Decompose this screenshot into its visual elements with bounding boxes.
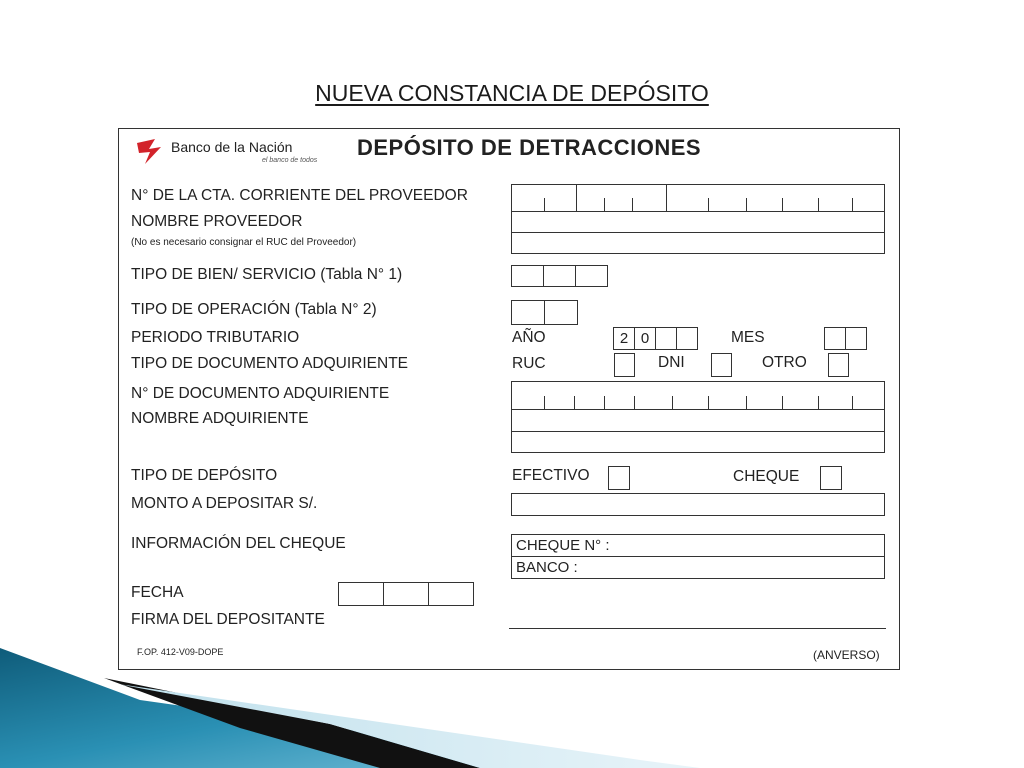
fecha-cell[interactable] [338, 582, 384, 606]
label-tipo-operacion: TIPO DE OPERACIÓN (Tabla N° 2) [131, 301, 377, 318]
label-nombre-proveedor: NOMBRE PROVEEDOR [131, 213, 303, 230]
slide-decoration [0, 640, 1024, 768]
anio-cell[interactable] [634, 327, 656, 350]
label-fecha: FECHA [131, 584, 184, 601]
deposit-form [118, 128, 900, 670]
slide-title: NUEVA CONSTANCIA DE DEPÓSITO [315, 80, 709, 106]
label-tipo-deposito: TIPO DE DEPÓSITO [131, 467, 278, 484]
label-cta-corriente: N° DE LA CTA. CORRIENTE DEL PROVEEDOR [131, 187, 468, 204]
efectivo-checkbox[interactable] [608, 466, 630, 490]
label-ruc-note: (No es necesario consignar el RUC del Proveedor) [131, 237, 357, 248]
mes-cell[interactable] [824, 327, 846, 350]
tipo-operacion-cell[interactable] [544, 300, 578, 325]
label-nombre-adquiriente: NOMBRE ADQUIRIENTE [131, 410, 309, 427]
label-anio: AÑO [512, 329, 546, 346]
label-ruc: RUC [512, 355, 546, 372]
anio-cell[interactable] [655, 327, 677, 350]
bank-name: Banco de la Nación [171, 139, 293, 155]
anio-cell[interactable] [676, 327, 698, 350]
signature-line[interactable] [509, 628, 886, 629]
tipo-bien-cell[interactable] [575, 265, 608, 287]
label-efectivo: EFECTIVO [512, 467, 590, 484]
dni-checkbox[interactable] [711, 353, 732, 377]
form-side-label: (ANVERSO) [813, 648, 880, 662]
form-code: F.OP. 412-V09-DOPE [137, 647, 224, 657]
bank-logo-icon [135, 137, 169, 165]
fecha-cell[interactable] [428, 582, 474, 606]
label-dni: DNI [658, 354, 685, 371]
label-tipo-documento: TIPO DE DOCUMENTO ADQUIRIENTE [131, 355, 409, 372]
label-firma: FIRMA DEL DEPOSITANTE [131, 611, 325, 628]
account-name-box [511, 184, 885, 254]
otro-checkbox[interactable] [828, 353, 849, 377]
label-info-cheque: INFORMACIÓN DEL CHEQUE [131, 535, 346, 552]
anio-digit: 2 [619, 330, 629, 347]
monto-field[interactable] [511, 493, 885, 516]
tipo-bien-cell[interactable] [543, 265, 576, 287]
fecha-cell[interactable] [383, 582, 429, 606]
label-mes: MES [731, 329, 765, 346]
bank-tagline: el banco de todos [262, 157, 318, 164]
label-monto: MONTO A DEPOSITAR S/. [131, 495, 318, 512]
cheque-num-label: CHEQUE N° : [516, 537, 610, 554]
cheque-checkbox[interactable] [820, 466, 842, 490]
cheque-info-box[interactable] [511, 534, 885, 579]
anio-digit: 0 [640, 330, 650, 347]
label-periodo: PERIODO TRIBUTARIO [131, 329, 300, 346]
label-tipo-bien: TIPO DE BIEN/ SERVICIO (Tabla N° 1) [131, 266, 403, 283]
tipo-operacion-cell[interactable] [511, 300, 545, 325]
anio-cell[interactable] [613, 327, 635, 350]
label-cheque: CHEQUE [733, 468, 800, 485]
mes-cell[interactable] [845, 327, 867, 350]
ruc-checkbox[interactable] [614, 353, 635, 377]
tipo-bien-cell[interactable] [511, 265, 544, 287]
banco-label: BANCO : [516, 559, 578, 576]
form-title: DEPÓSITO DE DETRACCIONES [357, 135, 702, 160]
label-num-documento: N° DE DOCUMENTO ADQUIRIENTE [131, 385, 390, 402]
label-otro: OTRO [762, 354, 807, 371]
document-name-box [511, 381, 885, 453]
